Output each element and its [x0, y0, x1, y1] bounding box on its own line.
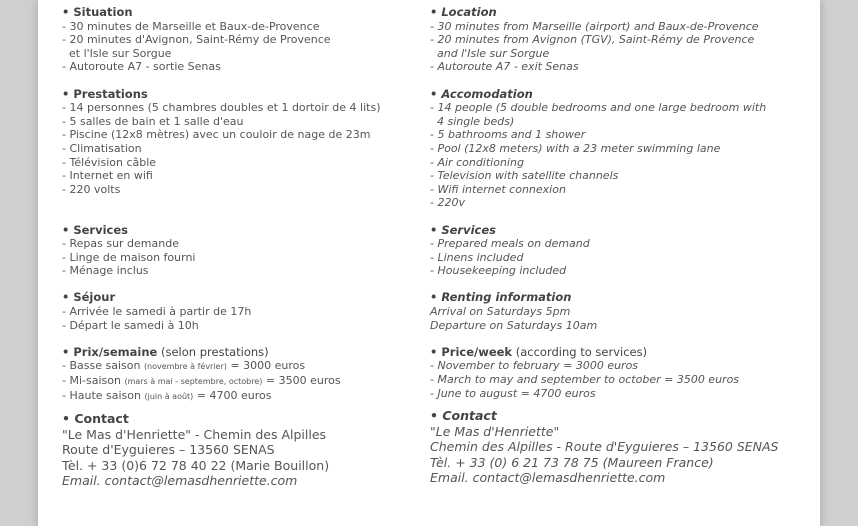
prix-row — [62, 374, 412, 389]
prix-section — [62, 346, 412, 403]
english-column — [430, 6, 810, 486]
accomodation-line: - 5 bathrooms and 1 shower — [430, 128, 586, 142]
accomodation-line: - Wifi internet connexion — [430, 182, 566, 196]
renting-line: Arrival on Saturdays 5pm — [430, 305, 571, 319]
content-page — [38, 0, 820, 526]
accomodation-line: 4 single beds) — [430, 114, 515, 128]
situation-line: - 20 minutes d'Avignon, Saint-Rémy de Provence — [62, 33, 331, 47]
sejour-line: - Arrivée le samedi à partir de 17h — [62, 305, 252, 319]
prix-amount: = 3000 euros — [226, 359, 306, 373]
accomodation-line: - 14 people (5 double bedrooms and one large bedroom with — [430, 101, 767, 115]
services-line-en: - Housekeeping included — [430, 264, 567, 278]
services-heading-en: • Services — [430, 222, 497, 237]
prix-season: - Haute saison — [62, 388, 145, 402]
prix-heading-note: (selon prestations) — [157, 344, 269, 359]
prestations-line: - 220 volts — [62, 182, 121, 196]
renting-section — [430, 291, 810, 332]
contact-heading-en: • Contact — [430, 408, 497, 424]
location-section — [430, 6, 810, 74]
location-line: - 30 minutes from Marseille (airport) and Baux-de-Provence — [430, 19, 759, 33]
situation-line: - 30 minutes de Marseille et Baux-de-Provence — [62, 19, 320, 33]
price-heading — [430, 346, 810, 360]
services-line: - Repas sur demande — [62, 237, 179, 251]
accomodation-line: - 220v — [430, 196, 465, 210]
services-section — [62, 224, 412, 278]
prix-heading — [62, 346, 412, 360]
accomodation-section — [430, 88, 810, 210]
sejour-section — [62, 291, 412, 332]
services-line: - Linge de maison fourni — [62, 250, 196, 264]
contact-line-en: Chemin des Alpilles - Route d'Eyguieres – 13560 SENAS — [430, 439, 779, 455]
prestations-section — [62, 88, 412, 197]
contact-line: Route d'Eyguieres – 13560 SENAS — [62, 442, 275, 458]
prix-row — [62, 359, 412, 374]
prix-season: - Mi-saison — [62, 374, 125, 388]
contact-line-en: "Le Mas d'Henriette" — [430, 423, 560, 439]
price-line: - November to february = 3000 euros — [430, 359, 639, 373]
services-line: - Ménage inclus — [62, 264, 149, 278]
prix-amount: = 4700 euros — [193, 388, 272, 402]
price-line: - June to august = 4700 euros — [430, 386, 596, 400]
contact-section — [62, 411, 412, 489]
prestations-line: - Internet en wifi — [62, 169, 153, 183]
prestations-line: - 5 salles de bain et 1 salle d'eau — [62, 114, 244, 128]
renting-heading: • Renting information — [430, 290, 572, 305]
contact-heading: • Contact — [62, 411, 129, 427]
prix-row — [62, 389, 412, 404]
prix-heading-title: • Prix/semaine — [62, 344, 158, 359]
prix-months: (mars à mai - septembre, octobre) — [124, 377, 263, 387]
sejour-line: - Départ le samedi à 10h — [62, 318, 199, 332]
contact-phone: Tèl. + 33 (0)6 72 78 40 22 (Marie Bouillon) — [62, 457, 330, 473]
prestations-line: - Piscine (12x8 mètres) avec un couloir de nage de 23m — [62, 128, 371, 142]
prix-months: (juin à août) — [144, 391, 194, 401]
prix-amount: = 3500 euros — [262, 374, 341, 388]
prestations-line: - Télévision câble — [62, 155, 157, 169]
contact-phone-en: Tèl. + 33 (0) 6 21 73 78 75 (Maureen France) — [430, 454, 714, 470]
accomodation-line: - Air conditioning — [430, 155, 524, 169]
accomodation-heading: • Accomodation — [430, 86, 533, 101]
prestations-heading: • Prestations — [62, 86, 148, 101]
renting-line: Departure on Saturdays 10am — [430, 318, 598, 332]
accomodation-line: - Pool (12x8 meters) with a 23 meter swimming lane — [430, 141, 721, 155]
services-line-en: - Linens included — [430, 250, 524, 264]
price-heading-note: (according to services) — [512, 344, 648, 359]
price-heading-title: • Price/week — [430, 344, 513, 359]
services-section-en — [430, 224, 810, 278]
contact-line: "Le Mas d'Henriette" - Chemin des Alpilles — [62, 426, 327, 442]
accomodation-line: - Television with satellite channels — [430, 169, 619, 183]
location-heading: • Location — [430, 5, 497, 19]
prestations-line: - 14 personnes (5 chambres doubles et 1 dortoir de 4 lits) — [62, 101, 381, 115]
sejour-heading: • Séjour — [62, 290, 116, 305]
price-line: - March to may and september to october = 3500 euros — [430, 373, 740, 387]
french-column — [62, 6, 412, 489]
services-heading: • Services — [62, 222, 129, 237]
location-line: - 20 minutes from Avignon (TGV), Saint-Rémy de Provence — [430, 33, 755, 47]
situation-section — [62, 6, 412, 74]
contact-email[interactable]: Email. contact@lemasdhenriette.com — [62, 473, 298, 489]
situation-heading: • Situation — [62, 5, 133, 19]
services-line-en: - Prepared meals on demand — [430, 237, 590, 251]
price-section — [430, 346, 810, 400]
prix-season: - Basse saison — [62, 359, 144, 373]
contact-email-en[interactable]: Email. contact@lemasdhenriette.com — [430, 470, 666, 486]
situation-line: et l'Isle sur Sorgue — [62, 46, 172, 60]
prix-months: (novembre à février) — [143, 362, 227, 372]
situation-line: - Autoroute A7 - sortie Senas — [62, 60, 221, 74]
prestations-line: - Climatisation — [62, 141, 142, 155]
location-line: - Autoroute A7 - exit Senas — [430, 60, 579, 74]
location-line: and l'Isle sur Sorgue — [430, 46, 550, 60]
contact-section-en — [430, 408, 810, 486]
